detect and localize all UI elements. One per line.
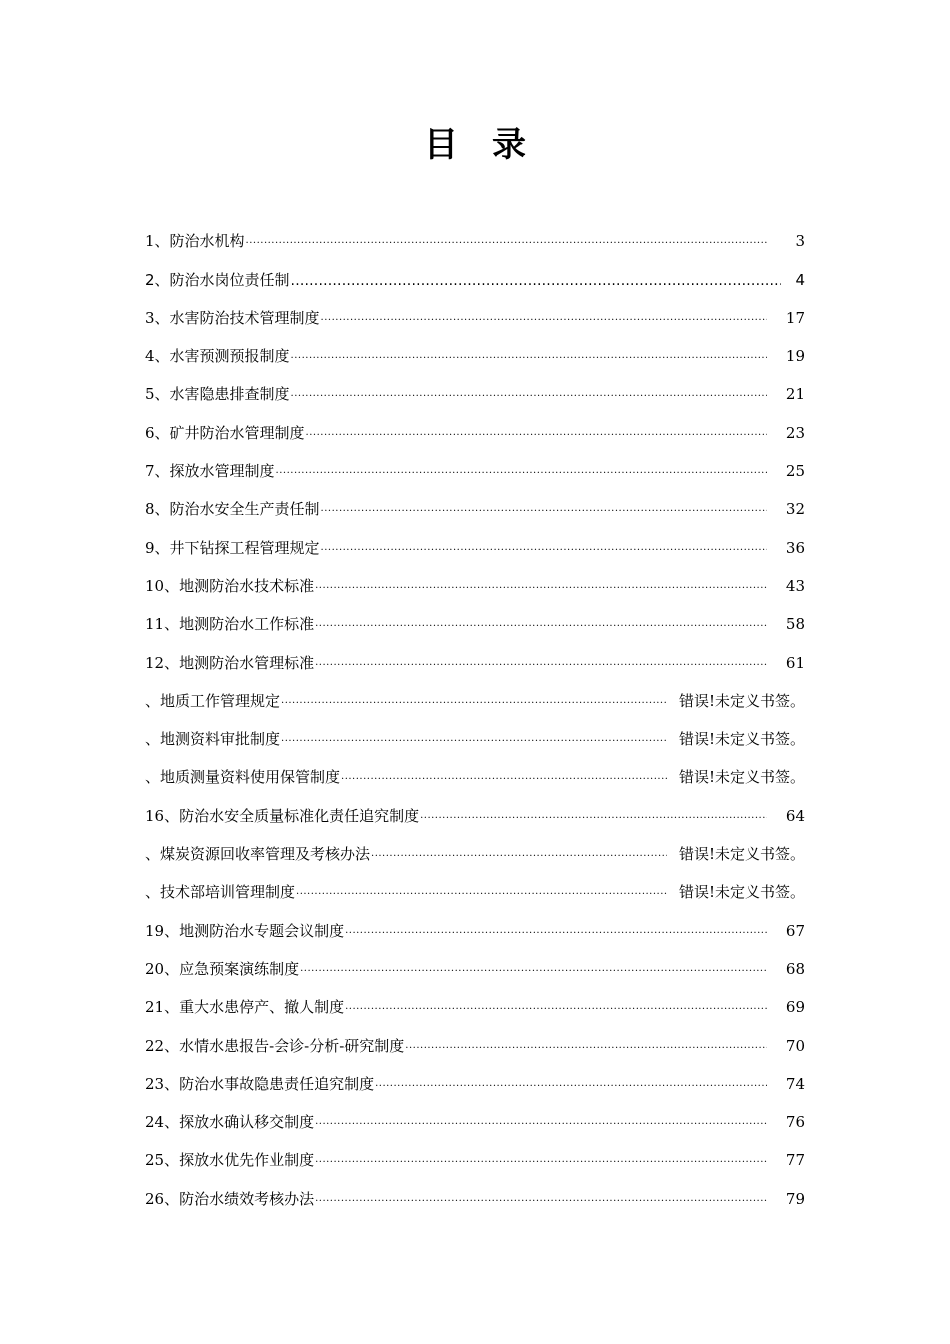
- toc-entry[interactable]: [145, 1017, 805, 1055]
- toc-entry-page-number: 3: [795, 232, 805, 251]
- toc-entry-page-number: 错误!未定义书签。: [678, 768, 805, 787]
- toc-entry-page-number: 32: [785, 500, 805, 519]
- toc-dot-leader: [291, 274, 781, 288]
- toc-entry[interactable]: [145, 673, 805, 711]
- toc-entry-page-number: 23: [785, 423, 805, 442]
- toc-entry-label: 21、重大水患停产、撤人制度: [145, 998, 345, 1017]
- toc-entry-label: 22、水情水患报告-会诊-分析-研究制度: [145, 1036, 405, 1055]
- toc-entry-page-number: 76: [785, 1113, 805, 1132]
- toc-dot-leader: [341, 770, 667, 784]
- toc-dot-leader: [315, 1192, 767, 1206]
- toc-dot-leader: [315, 1115, 767, 1129]
- toc-entry[interactable]: [145, 941, 805, 979]
- toc-entry[interactable]: [145, 251, 805, 289]
- toc-dot-leader: [291, 349, 767, 363]
- toc-entry[interactable]: [145, 404, 805, 442]
- toc-entry[interactable]: [145, 979, 805, 1017]
- toc-entry-label: 、地质测量资料使用保管制度: [145, 768, 341, 787]
- toc-dot-leader: [315, 656, 767, 670]
- toc-entry-label: 、技术部培训管理制度: [145, 883, 296, 902]
- toc-entry-page-number: 错误!未定义书签。: [678, 730, 805, 749]
- toc-entry-page-number: 69: [785, 998, 805, 1017]
- toc-entry[interactable]: [145, 787, 805, 825]
- toc-entry[interactable]: [145, 1170, 805, 1208]
- toc-entry-label: 9、井下钻探工程管理规定: [145, 538, 320, 557]
- toc-entry-label: 24、探放水确认移交制度: [145, 1113, 315, 1132]
- toc-entry-page-number: 79: [785, 1189, 805, 1208]
- toc-entry[interactable]: [145, 290, 805, 328]
- toc-entry-page-number: 17: [785, 308, 805, 327]
- toc-entry[interactable]: [145, 711, 805, 749]
- toc-entry[interactable]: [145, 328, 805, 366]
- toc-entry[interactable]: [145, 634, 805, 672]
- toc-entry-label: 23、防治水事故隐患责任追究制度: [145, 1074, 375, 1093]
- toc-entry-label: 2、防治水岗位责任制: [145, 270, 290, 289]
- toc-dot-leader: [345, 924, 767, 938]
- toc-entry-page-number: 错误!未定义书签。: [678, 691, 805, 710]
- toc-entry-page-number: 77: [785, 1151, 805, 1170]
- toc-entry-page-number: 70: [785, 1036, 805, 1055]
- toc-dot-leader: [315, 1153, 767, 1167]
- toc-entry-page-number: 67: [785, 921, 805, 940]
- toc-entry-label: 7、探放水管理制度: [145, 462, 275, 481]
- toc-dot-leader: [276, 464, 767, 478]
- toc-dot-leader: [405, 1039, 767, 1053]
- toc-entry-label: 19、地测防治水专题会议制度: [145, 921, 345, 940]
- toc-entry[interactable]: [145, 366, 805, 404]
- toc-entry-page-number: 4: [795, 270, 805, 289]
- toc-entry[interactable]: [145, 864, 805, 902]
- toc-dot-leader: [345, 1000, 767, 1014]
- toc-entry-label: 、煤炭资源回收率管理及考核办法: [145, 845, 371, 864]
- toc-entry[interactable]: [145, 481, 805, 519]
- toc-entry[interactable]: [145, 1094, 805, 1132]
- toc-dot-leader: [420, 809, 767, 823]
- toc-entry-label: 26、防治水绩效考核办法: [145, 1189, 315, 1208]
- toc-entry-label: 12、地测防治水管理标准: [145, 653, 315, 672]
- toc-entry[interactable]: [145, 1132, 805, 1170]
- toc-entry-page-number: 21: [785, 385, 805, 404]
- toc-entry[interactable]: [145, 213, 805, 251]
- toc-entry[interactable]: [145, 826, 805, 864]
- toc-dot-leader: [321, 311, 767, 325]
- toc-dot-leader: [281, 732, 667, 746]
- toc-entry-page-number: 错误!未定义书签。: [678, 883, 805, 902]
- toc-entry-label: 6、矿井防治水管理制度: [145, 423, 305, 442]
- toc-dot-leader: [281, 694, 667, 708]
- toc-entry[interactable]: [145, 749, 805, 787]
- toc-entry[interactable]: [145, 519, 805, 557]
- toc-entry-page-number: 25: [785, 462, 805, 481]
- toc-entry-page-number: 43: [785, 576, 805, 595]
- toc-entry-page-number: 58: [785, 615, 805, 634]
- toc-dot-leader: [291, 387, 767, 401]
- toc-dot-leader: [371, 847, 667, 861]
- toc-entry-label: 4、水害预测预报制度: [145, 347, 290, 366]
- toc-entry-page-number: 错误!未定义书签。: [678, 845, 805, 864]
- toc-entry[interactable]: [145, 1056, 805, 1094]
- toc-dot-leader: [315, 579, 767, 593]
- toc-entry-page-number: 64: [785, 806, 805, 825]
- toc-dot-leader: [296, 885, 667, 899]
- toc-dot-leader: [321, 541, 767, 555]
- toc-dot-leader: [375, 1077, 767, 1091]
- toc-entry-label: 10、地测防治水技术标准: [145, 576, 315, 595]
- toc-dot-leader: [321, 502, 767, 516]
- toc-entry-page-number: 19: [785, 347, 805, 366]
- toc-entry[interactable]: [145, 443, 805, 481]
- toc-entry-label: 8、防治水安全生产责任制: [145, 500, 320, 519]
- toc-entry-label: 16、防治水安全质量标准化责任追究制度: [145, 806, 420, 825]
- toc-entry[interactable]: [145, 596, 805, 634]
- toc-dot-leader: [315, 617, 767, 631]
- toc-entry-page-number: 68: [785, 959, 805, 978]
- toc-entry-label: 1、防治水机构: [145, 232, 245, 251]
- toc-dot-leader: [246, 234, 767, 248]
- toc-dot-leader: [306, 426, 767, 440]
- toc-entry-label: 25、探放水优先作业制度: [145, 1151, 315, 1170]
- toc-entry-label: 11、地测防治水工作标准: [145, 615, 315, 634]
- toc-entry-label: 、地质工作管理规定: [145, 691, 281, 710]
- toc-entry-label: 3、水害防治技术管理制度: [145, 308, 320, 327]
- toc-entry-label: 、地测资料审批制度: [145, 730, 281, 749]
- toc-entry[interactable]: [145, 902, 805, 940]
- toc-entry[interactable]: [145, 558, 805, 596]
- toc-entry-page-number: 36: [785, 538, 805, 557]
- toc-entry-page-number: 61: [785, 653, 805, 672]
- table-of-contents: [145, 213, 805, 1209]
- page-title: 目 录: [424, 125, 526, 165]
- toc-entry-label: 5、水害隐患排查制度: [145, 385, 290, 404]
- toc-entry-label: 20、应急预案演练制度: [145, 959, 300, 978]
- toc-entry-page-number: 74: [785, 1074, 805, 1093]
- toc-dot-leader: [300, 962, 767, 976]
